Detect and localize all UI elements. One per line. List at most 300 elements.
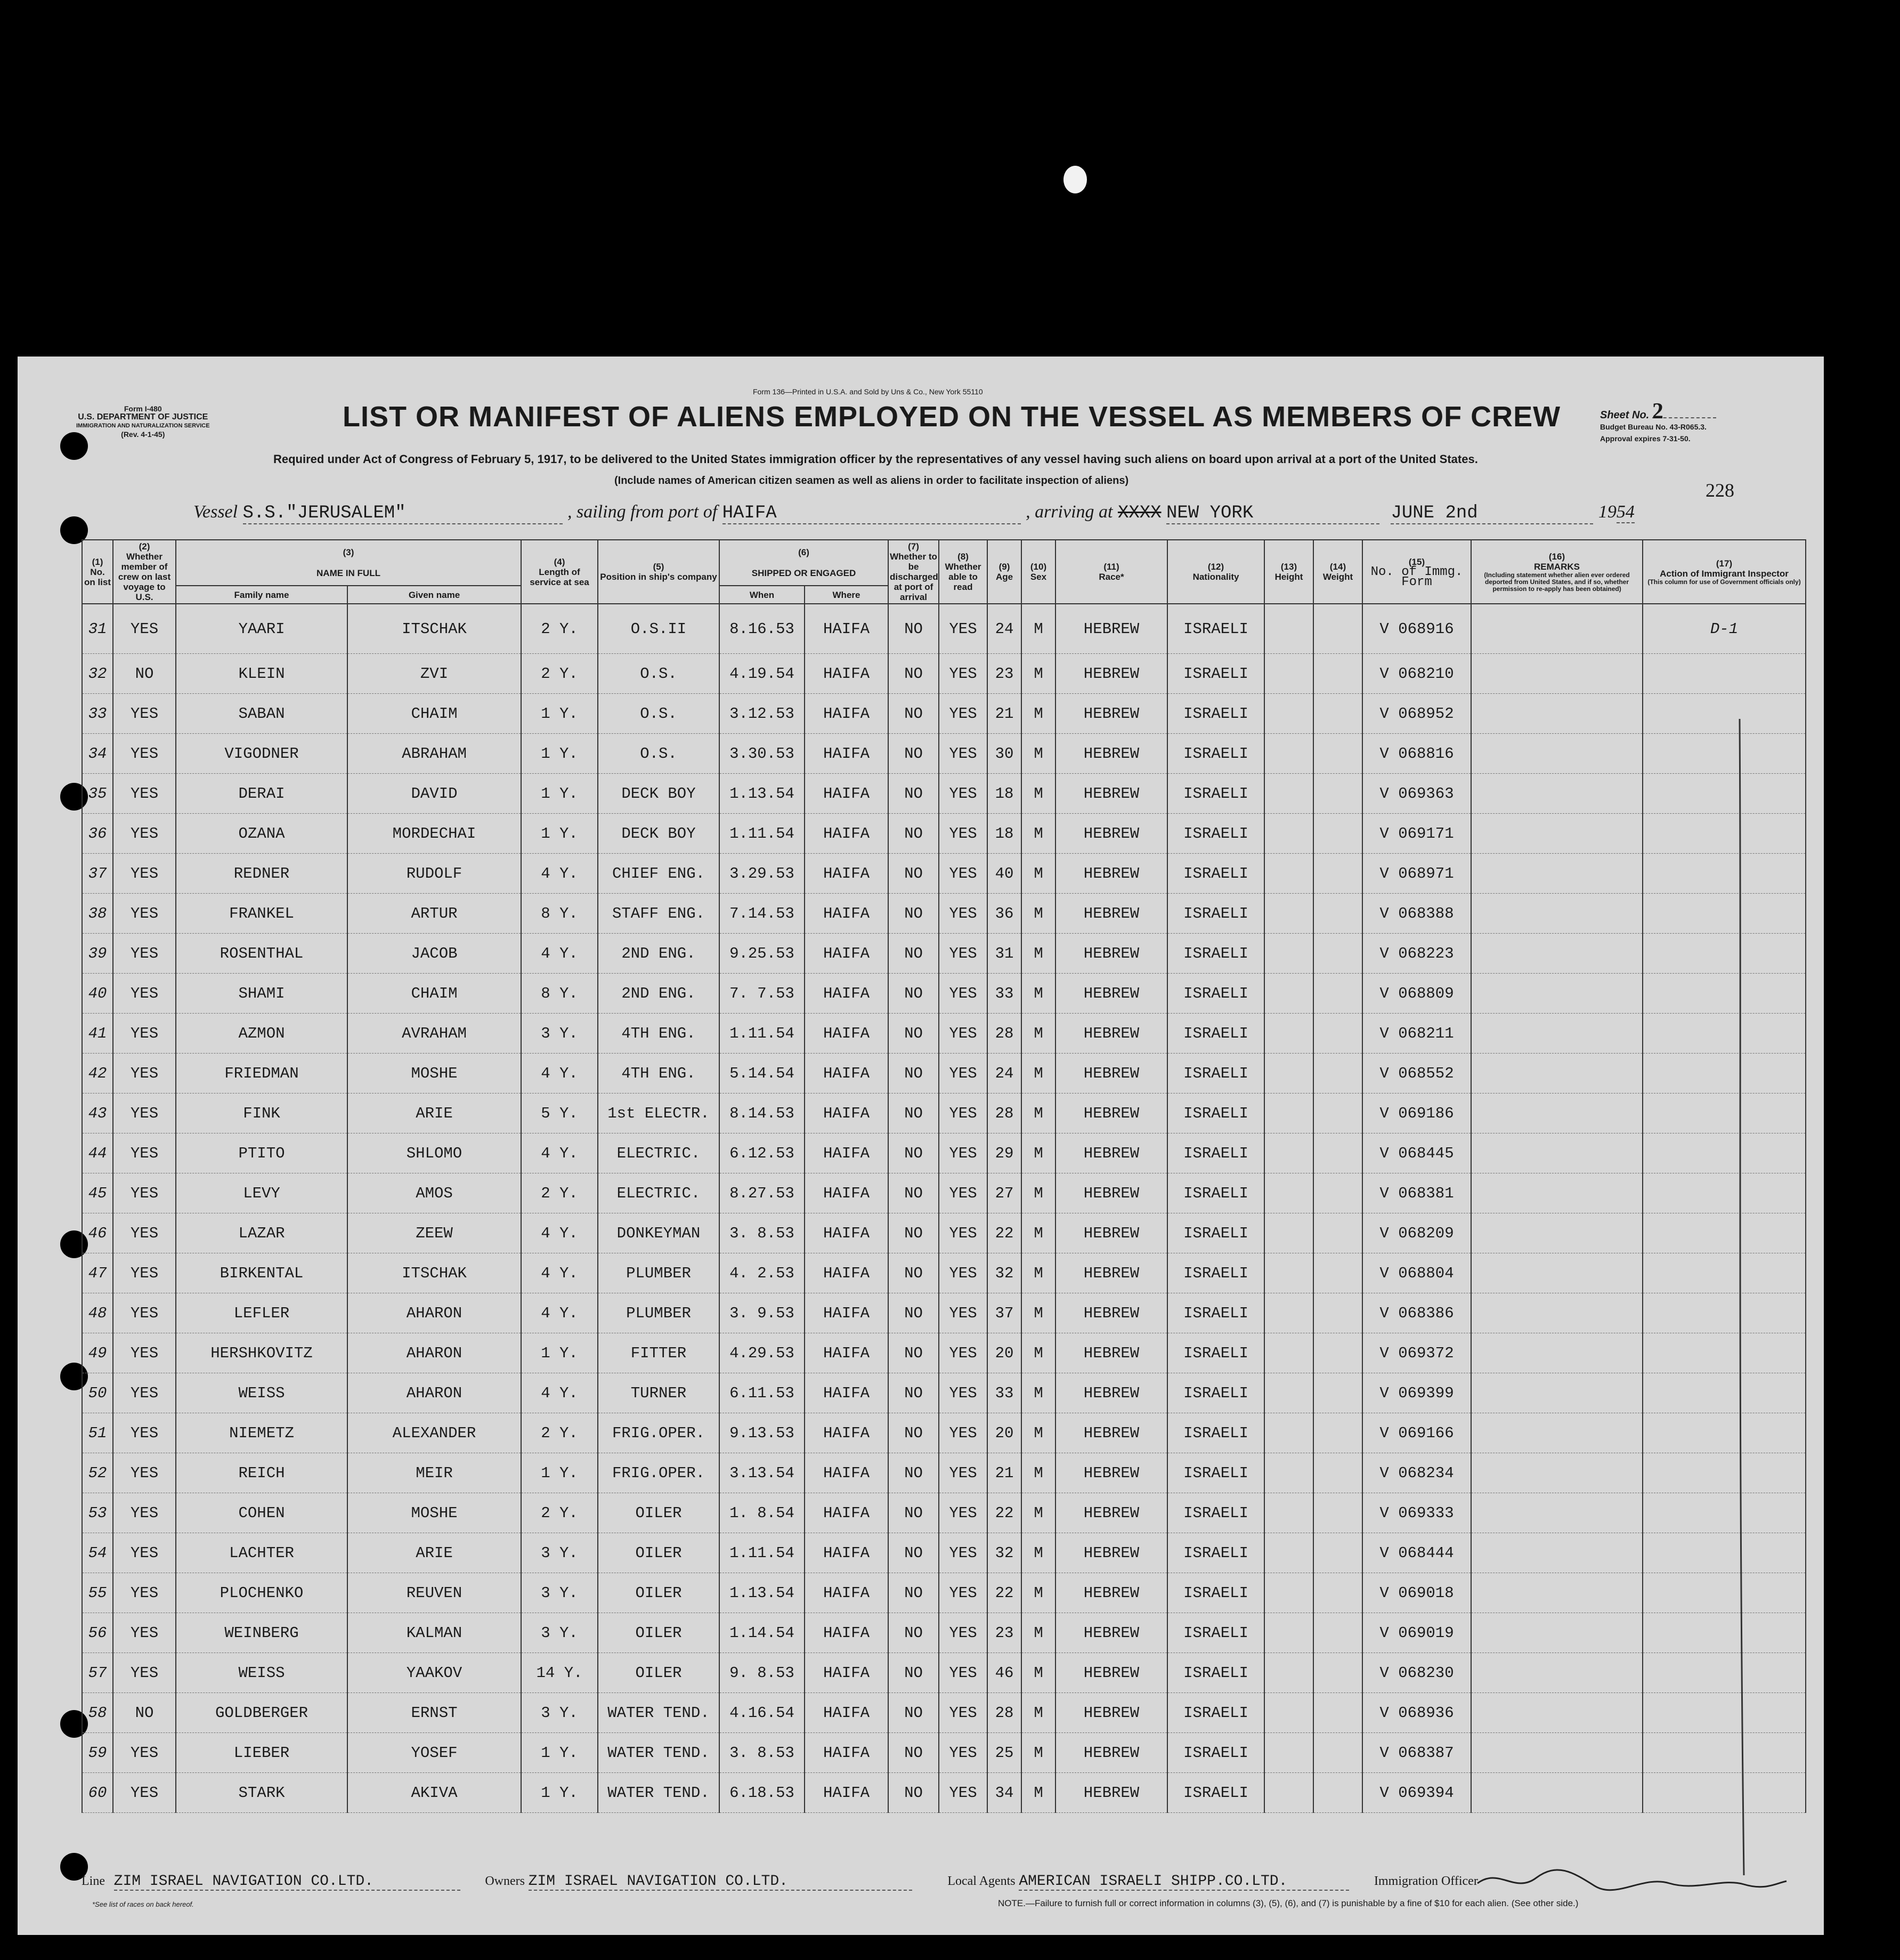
height-cell [1264, 1773, 1313, 1813]
sex-cell: M [1021, 854, 1055, 894]
age-cell: 21 [987, 694, 1021, 734]
sex-cell: M [1021, 1094, 1055, 1133]
remarks-cell [1471, 694, 1643, 734]
immg-form-cell: V 068916 [1362, 604, 1471, 654]
table-row [82, 934, 1806, 974]
where-cell: HAIFA [805, 1533, 888, 1573]
last-voyage-cell: YES [113, 1453, 176, 1493]
where-cell: HAIFA [805, 654, 888, 694]
nationality-cell: ISRAELI [1167, 1253, 1264, 1293]
height-cell [1264, 974, 1313, 1014]
position-cell: DECK BOY [598, 774, 719, 814]
given-name-cell: ARIE [347, 1533, 521, 1573]
race-cell: HEBREW [1055, 1213, 1167, 1253]
last-voyage-cell: YES [113, 814, 176, 854]
action-cell [1643, 1333, 1806, 1373]
race-cell: HEBREW [1055, 1173, 1167, 1213]
age-cell: 31 [987, 934, 1021, 974]
last-voyage-cell: YES [113, 694, 176, 734]
where-cell: HAIFA [805, 854, 888, 894]
given-name-cell: AMOS [347, 1173, 521, 1213]
immg-form-cell: V 069018 [1362, 1573, 1471, 1613]
when-cell: 3.29.53 [719, 854, 805, 894]
remarks-cell [1471, 1054, 1643, 1094]
service-cell: 3 Y. [521, 1533, 598, 1573]
last-voyage-cell: YES [113, 1413, 176, 1453]
table-row [82, 1453, 1806, 1493]
where-cell: HAIFA [805, 1333, 888, 1373]
weight-cell [1313, 604, 1362, 654]
last-voyage-cell: YES [113, 1094, 176, 1133]
last-voyage-cell: YES [113, 1653, 176, 1693]
penalty-note: NOTE.—Failure to furnish full or correct information in columns (3), (5), (6), and (7) is punishable by a fine of $10 for each alien. (See other side.) [998, 1898, 1579, 1908]
table-row [82, 894, 1806, 934]
weight-cell [1313, 894, 1362, 934]
given-name-cell: CHAIM [347, 694, 521, 734]
col-age: (9) Age [987, 540, 1021, 604]
col-where: Where [805, 586, 888, 604]
remarks-cell [1471, 1293, 1643, 1333]
position-cell: FRIG.OPER. [598, 1453, 719, 1493]
immg-form-cell: V 068210 [1362, 654, 1471, 694]
given-name-cell: AHARON [347, 1333, 521, 1373]
able-read-cell: YES [939, 934, 987, 974]
race-cell: HEBREW [1055, 734, 1167, 774]
where-cell: HAIFA [805, 734, 888, 774]
row-number: 56 [82, 1613, 113, 1653]
last-voyage-cell: YES [113, 1333, 176, 1373]
remarks-cell [1471, 1653, 1643, 1693]
height-cell [1264, 1133, 1313, 1173]
family-name-cell: LIEBER [176, 1733, 347, 1773]
weight-cell [1313, 1613, 1362, 1653]
remarks-cell [1471, 1533, 1643, 1573]
discharged-cell: NO [888, 774, 939, 814]
action-cell [1643, 1573, 1806, 1613]
discharged-cell: NO [888, 974, 939, 1014]
service-cell: 4 Y. [521, 1293, 598, 1333]
form-identifier: Form I-480 U.S. DEPARTMENT OF JUSTICE IMMIGRATION AND NATURALIZATION SERVICE (Rev. 4-1-45) [76, 404, 210, 439]
table-row [82, 1213, 1806, 1253]
race-cell: HEBREW [1055, 1094, 1167, 1133]
race-cell: HEBREW [1055, 1014, 1167, 1054]
discharged-cell: NO [888, 814, 939, 854]
position-cell: PLUMBER [598, 1293, 719, 1333]
given-name-cell: ABRAHAM [347, 734, 521, 774]
nationality-cell: ISRAELI [1167, 1293, 1264, 1333]
sex-cell: M [1021, 1493, 1055, 1533]
position-cell: O.S. [598, 694, 719, 734]
family-name-cell: STARK [176, 1773, 347, 1813]
discharged-cell: NO [888, 1693, 939, 1733]
age-cell: 23 [987, 654, 1021, 694]
family-name-cell: LAZAR [176, 1213, 347, 1253]
position-cell: OILER [598, 1613, 719, 1653]
position-cell: OILER [598, 1493, 719, 1533]
age-cell: 27 [987, 1173, 1021, 1213]
weight-cell [1313, 1773, 1362, 1813]
action-cell [1643, 894, 1806, 934]
row-number: 37 [82, 854, 113, 894]
discharged-cell: NO [888, 1653, 939, 1693]
family-name-cell: COHEN [176, 1493, 347, 1533]
table-row [82, 1693, 1806, 1733]
nationality-cell: ISRAELI [1167, 894, 1264, 934]
position-cell: PLUMBER [598, 1253, 719, 1293]
when-cell: 6.12.53 [719, 1133, 805, 1173]
where-cell: HAIFA [805, 1493, 888, 1533]
able-read-cell: YES [939, 1693, 987, 1733]
able-read-cell: YES [939, 604, 987, 654]
sex-cell: M [1021, 1213, 1055, 1253]
immg-form-cell: V 069166 [1362, 1413, 1471, 1453]
height-cell [1264, 1613, 1313, 1653]
sex-cell: M [1021, 1014, 1055, 1054]
handwritten-number: 228 [1706, 480, 1734, 501]
family-name-cell: KLEIN [176, 654, 347, 694]
able-read-cell: YES [939, 1613, 987, 1653]
given-name-cell: CHAIM [347, 974, 521, 1014]
able-read-cell: YES [939, 1213, 987, 1253]
able-read-cell: YES [939, 1373, 987, 1413]
immg-form-cell: V 068209 [1362, 1213, 1471, 1253]
inspector-vertical-mark [1734, 719, 1756, 1881]
age-cell: 32 [987, 1253, 1021, 1293]
remarks-cell [1471, 1333, 1643, 1373]
given-name-cell: YAAKOV [347, 1653, 521, 1693]
immg-form-cell: V 069372 [1362, 1333, 1471, 1373]
immg-form-cell: V 069171 [1362, 814, 1471, 854]
discharged-cell: NO [888, 1333, 939, 1373]
last-voyage-cell: YES [113, 1773, 176, 1813]
position-cell: CHIEF ENG. [598, 854, 719, 894]
action-cell [1643, 1653, 1806, 1693]
given-name-cell: JACOB [347, 934, 521, 974]
last-voyage-cell: YES [113, 1493, 176, 1533]
when-cell: 3. 8.53 [719, 1733, 805, 1773]
last-voyage-cell: YES [113, 894, 176, 934]
where-cell: HAIFA [805, 894, 888, 934]
action-cell [1643, 1693, 1806, 1733]
race-cell: HEBREW [1055, 1453, 1167, 1493]
action-cell [1643, 1253, 1806, 1293]
race-cell: HEBREW [1055, 1613, 1167, 1653]
weight-cell [1313, 734, 1362, 774]
position-cell: DECK BOY [598, 814, 719, 854]
discharged-cell: NO [888, 734, 939, 774]
weight-cell [1313, 934, 1362, 974]
col-when: When [719, 586, 805, 604]
nationality-cell: ISRAELI [1167, 1333, 1264, 1373]
able-read-cell: YES [939, 1293, 987, 1333]
race-cell: HEBREW [1055, 1054, 1167, 1094]
position-cell: WATER TEND. [598, 1733, 719, 1773]
when-cell: 1.14.54 [719, 1613, 805, 1653]
position-cell: 2ND ENG. [598, 974, 719, 1014]
family-name-cell: LEVY [176, 1173, 347, 1213]
where-cell: HAIFA [805, 974, 888, 1014]
immg-form-cell: V 068804 [1362, 1253, 1471, 1293]
given-name-cell: ZEEW [347, 1213, 521, 1253]
height-cell [1264, 694, 1313, 734]
position-cell: O.S. [598, 654, 719, 694]
height-cell [1264, 1054, 1313, 1094]
height-cell [1264, 1253, 1313, 1293]
sex-cell: M [1021, 1773, 1055, 1813]
when-cell: 3. 9.53 [719, 1293, 805, 1333]
action-cell [1643, 1373, 1806, 1413]
row-number: 51 [82, 1413, 113, 1453]
discharged-cell: NO [888, 894, 939, 934]
immg-form-cell: V 068936 [1362, 1693, 1471, 1733]
sex-cell: M [1021, 1133, 1055, 1173]
film-spot [1063, 166, 1087, 193]
position-cell: OILER [598, 1573, 719, 1613]
col-family-name: Family name [176, 586, 347, 604]
table-row [82, 1253, 1806, 1293]
service-cell: 2 Y. [521, 654, 598, 694]
given-name-cell: REUVEN [347, 1573, 521, 1613]
height-cell [1264, 894, 1313, 934]
sex-cell: M [1021, 894, 1055, 934]
when-cell: 6.11.53 [719, 1373, 805, 1413]
when-cell: 8.27.53 [719, 1173, 805, 1213]
discharged-cell: NO [888, 1773, 939, 1813]
race-footnote: *See list of races on back hereof. [92, 1900, 194, 1908]
given-name-cell: ARTUR [347, 894, 521, 934]
immg-form-cell: V 068816 [1362, 734, 1471, 774]
sex-cell: M [1021, 1653, 1055, 1693]
race-cell: HEBREW [1055, 1653, 1167, 1693]
weight-cell [1313, 1653, 1362, 1693]
last-voyage-cell: YES [113, 1054, 176, 1094]
where-cell: HAIFA [805, 814, 888, 854]
table-row [82, 1373, 1806, 1413]
action-cell: D-1 [1643, 604, 1806, 654]
table-row [82, 1133, 1806, 1173]
position-cell: 4TH ENG. [598, 1014, 719, 1054]
immg-form-cell: V 068952 [1362, 694, 1471, 734]
immg-form-cell: V 068445 [1362, 1133, 1471, 1173]
action-cell [1643, 1054, 1806, 1094]
remarks-cell [1471, 774, 1643, 814]
table-row [82, 1054, 1806, 1094]
action-cell [1643, 694, 1806, 734]
row-number: 52 [82, 1453, 113, 1493]
action-cell [1643, 1413, 1806, 1453]
when-cell: 7. 7.53 [719, 974, 805, 1014]
immg-form-cell: V 068211 [1362, 1014, 1471, 1054]
last-voyage-cell: YES [113, 1733, 176, 1773]
where-cell: HAIFA [805, 1094, 888, 1133]
discharged-cell: NO [888, 1133, 939, 1173]
able-read-cell: YES [939, 1094, 987, 1133]
sex-cell: M [1021, 774, 1055, 814]
row-number: 47 [82, 1253, 113, 1293]
action-cell [1643, 654, 1806, 694]
col-nationality: (12) Nationality [1167, 540, 1264, 604]
weight-cell [1313, 974, 1362, 1014]
race-cell: HEBREW [1055, 894, 1167, 934]
sex-cell: M [1021, 1373, 1055, 1413]
nationality-cell: ISRAELI [1167, 1173, 1264, 1213]
able-read-cell: YES [939, 1733, 987, 1773]
family-name-cell: SHAMI [176, 974, 347, 1014]
service-cell: 2 Y. [521, 1493, 598, 1533]
when-cell: 8.14.53 [719, 1094, 805, 1133]
row-number: 40 [82, 974, 113, 1014]
discharged-cell: NO [888, 1413, 939, 1453]
remarks-cell [1471, 974, 1643, 1014]
discharged-cell: NO [888, 854, 939, 894]
age-cell: 22 [987, 1493, 1021, 1533]
position-cell: O.S.II [598, 604, 719, 654]
family-name-cell: DERAI [176, 774, 347, 814]
weight-cell [1313, 774, 1362, 814]
family-name-cell: NIEMETZ [176, 1413, 347, 1453]
age-cell: 32 [987, 1533, 1021, 1573]
given-name-cell: AKIVA [347, 1773, 521, 1813]
col-shipped: (6) SHIPPED OR ENGAGED [719, 540, 888, 586]
nationality-cell: ISRAELI [1167, 774, 1264, 814]
when-cell: 3.12.53 [719, 694, 805, 734]
family-name-cell: PLOCHENKO [176, 1573, 347, 1613]
last-voyage-cell: YES [113, 1133, 176, 1173]
discharged-cell: NO [888, 1054, 939, 1094]
age-cell: 29 [987, 1133, 1021, 1173]
remarks-cell [1471, 1413, 1643, 1453]
table-row [82, 1613, 1806, 1653]
service-cell: 3 Y. [521, 1693, 598, 1733]
race-cell: HEBREW [1055, 604, 1167, 654]
where-cell: HAIFA [805, 1133, 888, 1173]
discharged-cell: NO [888, 604, 939, 654]
footer-line: Line ZIM ISRAEL NAVIGATION CO.LTD. Owners ZIM ISRAEL NAVIGATION CO.LTD. Local Agents AMERICAN ISRAELI SHIPP.CO.LTD. Immigration Officer [82, 1873, 1478, 1890]
weight-cell [1313, 1014, 1362, 1054]
action-cell [1643, 854, 1806, 894]
age-cell: 33 [987, 974, 1021, 1014]
family-name-cell: WEISS [176, 1373, 347, 1413]
immg-form-cell: V 068809 [1362, 974, 1471, 1014]
given-name-cell: MORDECHAI [347, 814, 521, 854]
discharged-cell: NO [888, 1493, 939, 1533]
height-cell [1264, 1014, 1313, 1054]
weight-cell [1313, 1054, 1362, 1094]
when-cell: 4. 2.53 [719, 1253, 805, 1293]
col-discharged: (7) Whether to be discharged at port of arrival [888, 540, 939, 604]
height-cell [1264, 1693, 1313, 1733]
sex-cell: M [1021, 1054, 1055, 1094]
service-cell: 4 Y. [521, 1213, 598, 1253]
manifest-sheet [18, 357, 1824, 1935]
height-cell [1264, 854, 1313, 894]
where-cell: HAIFA [805, 1014, 888, 1054]
include-note: (Include names of American citizen seamen as well as aliens in order to facilitate inspection of aliens) [614, 475, 1129, 487]
service-cell: 4 Y. [521, 934, 598, 974]
weight-cell [1313, 1533, 1362, 1573]
immg-form-cell: V 069394 [1362, 1773, 1471, 1813]
age-cell: 40 [987, 854, 1021, 894]
given-name-cell: MEIR [347, 1453, 521, 1493]
action-cell [1643, 1493, 1806, 1533]
position-cell: WATER TEND. [598, 1693, 719, 1733]
table-row [82, 974, 1806, 1014]
col-action: (17) Action of Immigrant Inspector (This column for use of Government officials only) [1643, 540, 1806, 604]
where-cell: HAIFA [805, 774, 888, 814]
family-name-cell: LEFLER [176, 1293, 347, 1333]
immg-form-cell: V 068971 [1362, 854, 1471, 894]
remarks-cell [1471, 734, 1643, 774]
col-immg-form: (15) No. of Immg. Form [1362, 540, 1471, 604]
when-cell: 8.16.53 [719, 604, 805, 654]
where-cell: HAIFA [805, 1613, 888, 1653]
table-row [82, 1533, 1806, 1573]
race-cell: HEBREW [1055, 1333, 1167, 1373]
action-cell [1643, 774, 1806, 814]
service-cell: 3 Y. [521, 1613, 598, 1653]
discharged-cell: NO [888, 1173, 939, 1213]
remarks-cell [1471, 1133, 1643, 1173]
when-cell: 3.13.54 [719, 1453, 805, 1493]
nationality-cell: ISRAELI [1167, 1373, 1264, 1413]
row-number: 50 [82, 1373, 113, 1413]
age-cell: 18 [987, 814, 1021, 854]
when-cell: 1. 8.54 [719, 1493, 805, 1533]
weight-cell [1313, 1094, 1362, 1133]
position-cell: OILER [598, 1533, 719, 1573]
row-number: 35 [82, 774, 113, 814]
remarks-cell [1471, 1693, 1643, 1733]
able-read-cell: YES [939, 894, 987, 934]
given-name-cell: KALMAN [347, 1613, 521, 1653]
position-cell: 4TH ENG. [598, 1054, 719, 1094]
family-name-cell: REDNER [176, 854, 347, 894]
remarks-cell [1471, 1373, 1643, 1413]
col-remarks: (16) REMARKS (Including statement whether alien ever ordered deported from United States, and if so, whether permission to re-apply has been obtained) [1471, 540, 1643, 604]
height-cell [1264, 814, 1313, 854]
immg-form-cell: V 068386 [1362, 1293, 1471, 1333]
weight-cell [1313, 814, 1362, 854]
given-name-cell: ITSCHAK [347, 1253, 521, 1293]
family-name-cell: FINK [176, 1094, 347, 1133]
where-cell: HAIFA [805, 1253, 888, 1293]
when-cell: 9.25.53 [719, 934, 805, 974]
table-row [82, 774, 1806, 814]
height-cell [1264, 1094, 1313, 1133]
sex-cell: M [1021, 734, 1055, 774]
last-voyage-cell: YES [113, 1213, 176, 1253]
race-cell: HEBREW [1055, 1133, 1167, 1173]
nationality-cell: ISRAELI [1167, 1773, 1264, 1813]
able-read-cell: YES [939, 1493, 987, 1533]
family-name-cell: OZANA [176, 814, 347, 854]
sex-cell: M [1021, 1333, 1055, 1373]
action-cell [1643, 1094, 1806, 1133]
table-row [82, 1733, 1806, 1773]
nationality-cell: ISRAELI [1167, 654, 1264, 694]
where-cell: HAIFA [805, 604, 888, 654]
table-row [82, 604, 1806, 654]
given-name-cell: AVRAHAM [347, 1014, 521, 1054]
table-row [82, 1413, 1806, 1453]
table-row [82, 1094, 1806, 1133]
weight-cell [1313, 1733, 1362, 1773]
service-cell: 2 Y. [521, 604, 598, 654]
race-cell: HEBREW [1055, 934, 1167, 974]
discharged-cell: NO [888, 1373, 939, 1413]
age-cell: 28 [987, 1693, 1021, 1733]
immg-form-cell: V 068444 [1362, 1533, 1471, 1573]
